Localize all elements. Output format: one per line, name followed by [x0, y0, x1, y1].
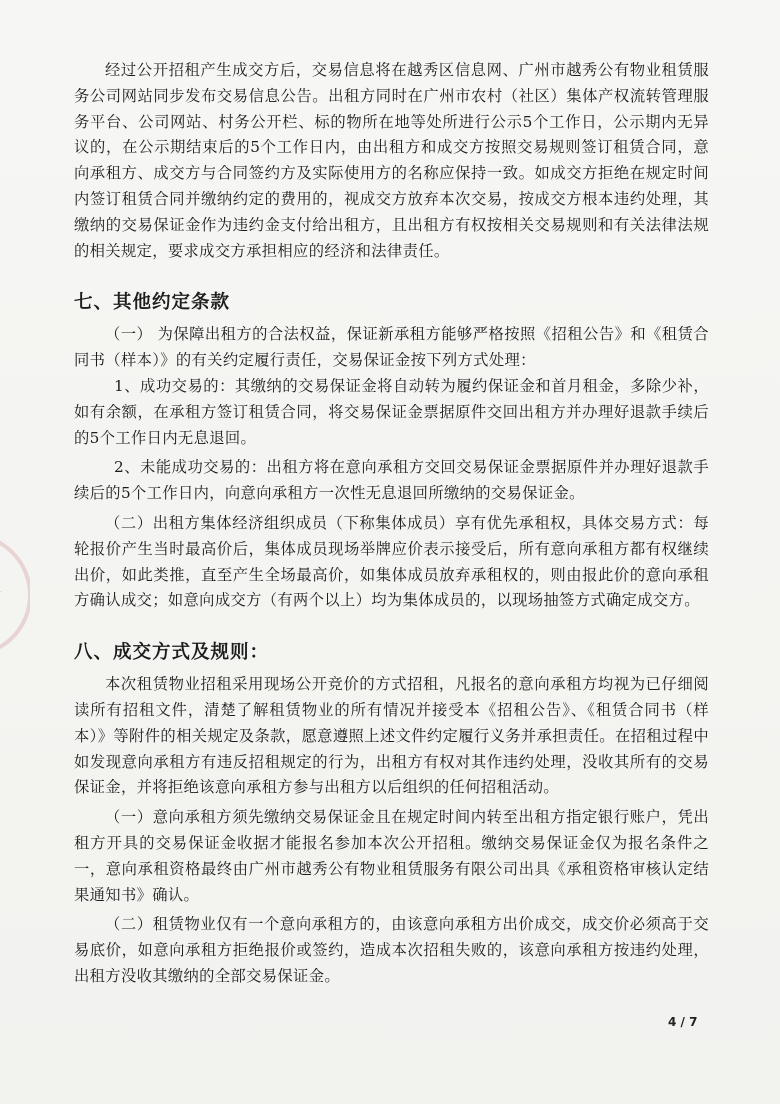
page-content	[74, 58, 709, 990]
section7-item-1-2: 2、未能成功交易的：出租方将在意向承租方交回交易保证金票据原件并办理好退款手续后的5个工作日内，向意向承租方一次性无息退回所缴纳的交易保证金。	[74, 458, 709, 503]
page-number: 4 / 7	[668, 1015, 698, 1029]
section7-item-1: （一） 为保障出租方的合法权益，保证新承租方能够严格按照《招租公告》和《租赁合同书（样本）》的有关约定履行责任，交易保证金按下列方式处理：	[74, 325, 709, 370]
section-heading-8: 八、成交方式及规则：	[74, 642, 270, 664]
section8-item-1: （一）意向承租方须先缴纳交易保证金且在规定时间内转至出租方指定银行账户，凭出租方开具的交易保证金收据才能报名参加本次公开招租。缴纳交易保证金仅为报名条件之一，意向承租资格最终由广州市越秀公有物业租赁服务有限公司出具《承租资格审核认定结果通知书》确认。	[74, 808, 709, 904]
section7-item-2: （二）出租方集体经济组织成员（下称集体成员）享有优先承租权，具体交易方式：每轮报价产生当时最高价后，集体成员现场举牌应价表示接受后，所有意向承租方都有权继续出价，如此类推，直至产生全场最高价，如集体成员放弃承租权的，则由报此价的意向承租方确认成交；如意向成交方（有两个以上）均为集体成员的，以现场抽签方式确定成交方。	[74, 513, 709, 610]
section8-item-2: （二）租赁物业仅有一个意向承租方的，由该意向承租方出价成交，成交价必须高于交易底价，如意向承租方拒绝报价或签约，造成本次招租失败的，该意向承租方按违约处理，出租方没收其缴纳的全部交易保证金。	[74, 915, 709, 985]
red-seal-fragment	[0, 515, 30, 675]
paragraph-transaction-announcement: 经过公开招租产生成交方后，交易信息将在越秀区信息网、广州市越秀公有物业租赁服务公司网站同步发布交易信息公告。出租方同时在广州市农村（社区）集体产权流转管理服务平台、公司网站、村务公开栏、标的物所在地等处所进行公示5个工作日，公示期内无异议的，在公示期结束后的5个工作日内，由出租方和成交方按照交易规则签订租赁合同，意向承租方、成交方与合同签约方及实际使用方的名称应保持一致。如成交方拒绝在规定时间内签订租赁合同并缴纳约定的费用的，视成交方放弃本次交易，按成交方根本违约处理，其缴纳的交易保证金作为违约金支付给出租方，且出租方有权按相关交易规则和有关法律法规的相关规定，要求成交方承担相应的经济和法律责任。	[74, 61, 709, 260]
section-heading-7: 七、其他约定条款	[74, 292, 231, 314]
section8-intro: 本次租赁物业招租采用现场公开竞价的方式招租，凡报名的意向承租方均视为已仔细阅读所有招租文件，清楚了解租赁物业的所有情况并接受本《招租公告》、《租赁合同书（样本）》等附件的相关规定及条款，愿意遵照上述文件约定履行义务并承担责任。在招租过程中如发现意向承租方有违反招租规定的行为，出租方有权对其作违约处理，没收其所有的交易保证金，并将拒绝该意向承租方参与出租方以后组织的任何招租活动。	[74, 675, 709, 797]
section7-item-1-1: 1、成功交易的：其缴纳的交易保证金将自动转为履约保证金和首月租金，多除少补，如有余额，在承租方签订租赁合同，将交易保证金票据原件交回出租方并办理好退款手续后的5个工作日内无息退回。	[74, 376, 709, 447]
